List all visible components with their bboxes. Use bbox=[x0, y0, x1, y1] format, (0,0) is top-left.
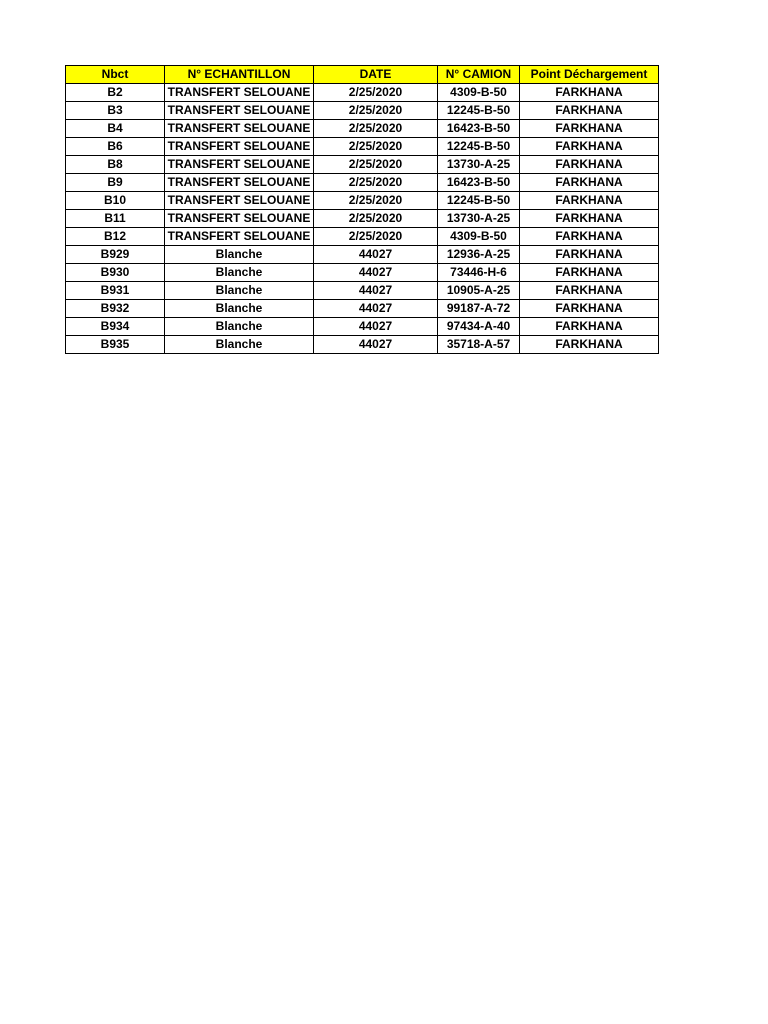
cell-camion: 73446-H-6 bbox=[438, 264, 520, 282]
cell-date: 2/25/2020 bbox=[314, 210, 438, 228]
cell-nbct: B10 bbox=[66, 192, 165, 210]
cell-point-dechargement: FARKHANA bbox=[520, 210, 659, 228]
table-row bbox=[66, 336, 659, 354]
cell-point-dechargement: FARKHANA bbox=[520, 300, 659, 318]
table-row bbox=[66, 318, 659, 336]
cell-nbct: B9 bbox=[66, 174, 165, 192]
table-row bbox=[66, 246, 659, 264]
cell-echantillon: TRANSFERT SELOUANE bbox=[165, 192, 314, 210]
table-row bbox=[66, 120, 659, 138]
cell-echantillon: Blanche bbox=[165, 336, 314, 354]
table-row bbox=[66, 174, 659, 192]
cell-nbct: B6 bbox=[66, 138, 165, 156]
data-table bbox=[65, 65, 659, 354]
cell-echantillon: Blanche bbox=[165, 246, 314, 264]
cell-camion: 13730-A-25 bbox=[438, 156, 520, 174]
cell-date: 44027 bbox=[314, 336, 438, 354]
cell-echantillon: TRANSFERT SELOUANE bbox=[165, 84, 314, 102]
column-header-nbct: Nbct bbox=[66, 66, 165, 84]
cell-camion: 35718-A-57 bbox=[438, 336, 520, 354]
header-row bbox=[66, 66, 659, 84]
table-row bbox=[66, 228, 659, 246]
cell-camion: 97434-A-40 bbox=[438, 318, 520, 336]
cell-camion: 16423-B-50 bbox=[438, 120, 520, 138]
table-row bbox=[66, 264, 659, 282]
column-header-point-dechargement: Point Déchargement bbox=[520, 66, 659, 84]
cell-point-dechargement: FARKHANA bbox=[520, 246, 659, 264]
cell-nbct: B3 bbox=[66, 102, 165, 120]
cell-date: 44027 bbox=[314, 318, 438, 336]
cell-date: 2/25/2020 bbox=[314, 120, 438, 138]
cell-point-dechargement: FARKHANA bbox=[520, 174, 659, 192]
cell-nbct: B4 bbox=[66, 120, 165, 138]
cell-echantillon: Blanche bbox=[165, 264, 314, 282]
cell-date: 2/25/2020 bbox=[314, 156, 438, 174]
cell-point-dechargement: FARKHANA bbox=[520, 192, 659, 210]
cell-nbct: B934 bbox=[66, 318, 165, 336]
column-header-camion: N° CAMION bbox=[438, 66, 520, 84]
cell-echantillon: Blanche bbox=[165, 282, 314, 300]
cell-point-dechargement: FARKHANA bbox=[520, 120, 659, 138]
cell-date: 44027 bbox=[314, 264, 438, 282]
table-body bbox=[66, 84, 659, 354]
cell-point-dechargement: FARKHANA bbox=[520, 138, 659, 156]
cell-echantillon: TRANSFERT SELOUANE bbox=[165, 210, 314, 228]
table-row bbox=[66, 300, 659, 318]
table-row bbox=[66, 282, 659, 300]
cell-date: 2/25/2020 bbox=[314, 84, 438, 102]
cell-point-dechargement: FARKHANA bbox=[520, 102, 659, 120]
cell-date: 44027 bbox=[314, 246, 438, 264]
cell-echantillon: TRANSFERT SELOUANE bbox=[165, 138, 314, 156]
table-header bbox=[66, 66, 659, 84]
cell-nbct: B931 bbox=[66, 282, 165, 300]
cell-date: 2/25/2020 bbox=[314, 228, 438, 246]
table-row bbox=[66, 138, 659, 156]
cell-point-dechargement: FARKHANA bbox=[520, 318, 659, 336]
cell-echantillon: TRANSFERT SELOUANE bbox=[165, 102, 314, 120]
cell-nbct: B932 bbox=[66, 300, 165, 318]
table-row bbox=[66, 156, 659, 174]
cell-point-dechargement: FARKHANA bbox=[520, 282, 659, 300]
cell-camion: 16423-B-50 bbox=[438, 174, 520, 192]
cell-camion: 12245-B-50 bbox=[438, 138, 520, 156]
cell-date: 44027 bbox=[314, 282, 438, 300]
cell-nbct: B929 bbox=[66, 246, 165, 264]
cell-camion: 12245-B-50 bbox=[438, 102, 520, 120]
cell-date: 2/25/2020 bbox=[314, 192, 438, 210]
column-header-echantillon: N° ECHANTILLON bbox=[165, 66, 314, 84]
cell-nbct: B12 bbox=[66, 228, 165, 246]
cell-date: 2/25/2020 bbox=[314, 102, 438, 120]
cell-echantillon: Blanche bbox=[165, 318, 314, 336]
cell-nbct: B935 bbox=[66, 336, 165, 354]
cell-camion: 10905-A-25 bbox=[438, 282, 520, 300]
cell-camion: 13730-A-25 bbox=[438, 210, 520, 228]
cell-camion: 4309-B-50 bbox=[438, 228, 520, 246]
cell-date: 2/25/2020 bbox=[314, 138, 438, 156]
cell-point-dechargement: FARKHANA bbox=[520, 228, 659, 246]
column-header-date: DATE bbox=[314, 66, 438, 84]
cell-date: 2/25/2020 bbox=[314, 174, 438, 192]
cell-echantillon: TRANSFERT SELOUANE bbox=[165, 156, 314, 174]
cell-point-dechargement: FARKHANA bbox=[520, 264, 659, 282]
cell-echantillon: Blanche bbox=[165, 300, 314, 318]
spreadsheet-page bbox=[65, 65, 659, 354]
table-row bbox=[66, 84, 659, 102]
cell-point-dechargement: FARKHANA bbox=[520, 156, 659, 174]
cell-nbct: B2 bbox=[66, 84, 165, 102]
cell-nbct: B930 bbox=[66, 264, 165, 282]
cell-point-dechargement: FARKHANA bbox=[520, 84, 659, 102]
cell-date: 44027 bbox=[314, 300, 438, 318]
cell-camion: 4309-B-50 bbox=[438, 84, 520, 102]
table-row bbox=[66, 210, 659, 228]
cell-point-dechargement: FARKHANA bbox=[520, 336, 659, 354]
table-row bbox=[66, 192, 659, 210]
cell-nbct: B8 bbox=[66, 156, 165, 174]
cell-echantillon: TRANSFERT SELOUANE bbox=[165, 174, 314, 192]
table-row bbox=[66, 102, 659, 120]
cell-echantillon: TRANSFERT SELOUANE bbox=[165, 120, 314, 138]
cell-camion: 12245-B-50 bbox=[438, 192, 520, 210]
cell-camion: 12936-A-25 bbox=[438, 246, 520, 264]
cell-nbct: B11 bbox=[66, 210, 165, 228]
cell-echantillon: TRANSFERT SELOUANE bbox=[165, 228, 314, 246]
cell-camion: 99187-A-72 bbox=[438, 300, 520, 318]
